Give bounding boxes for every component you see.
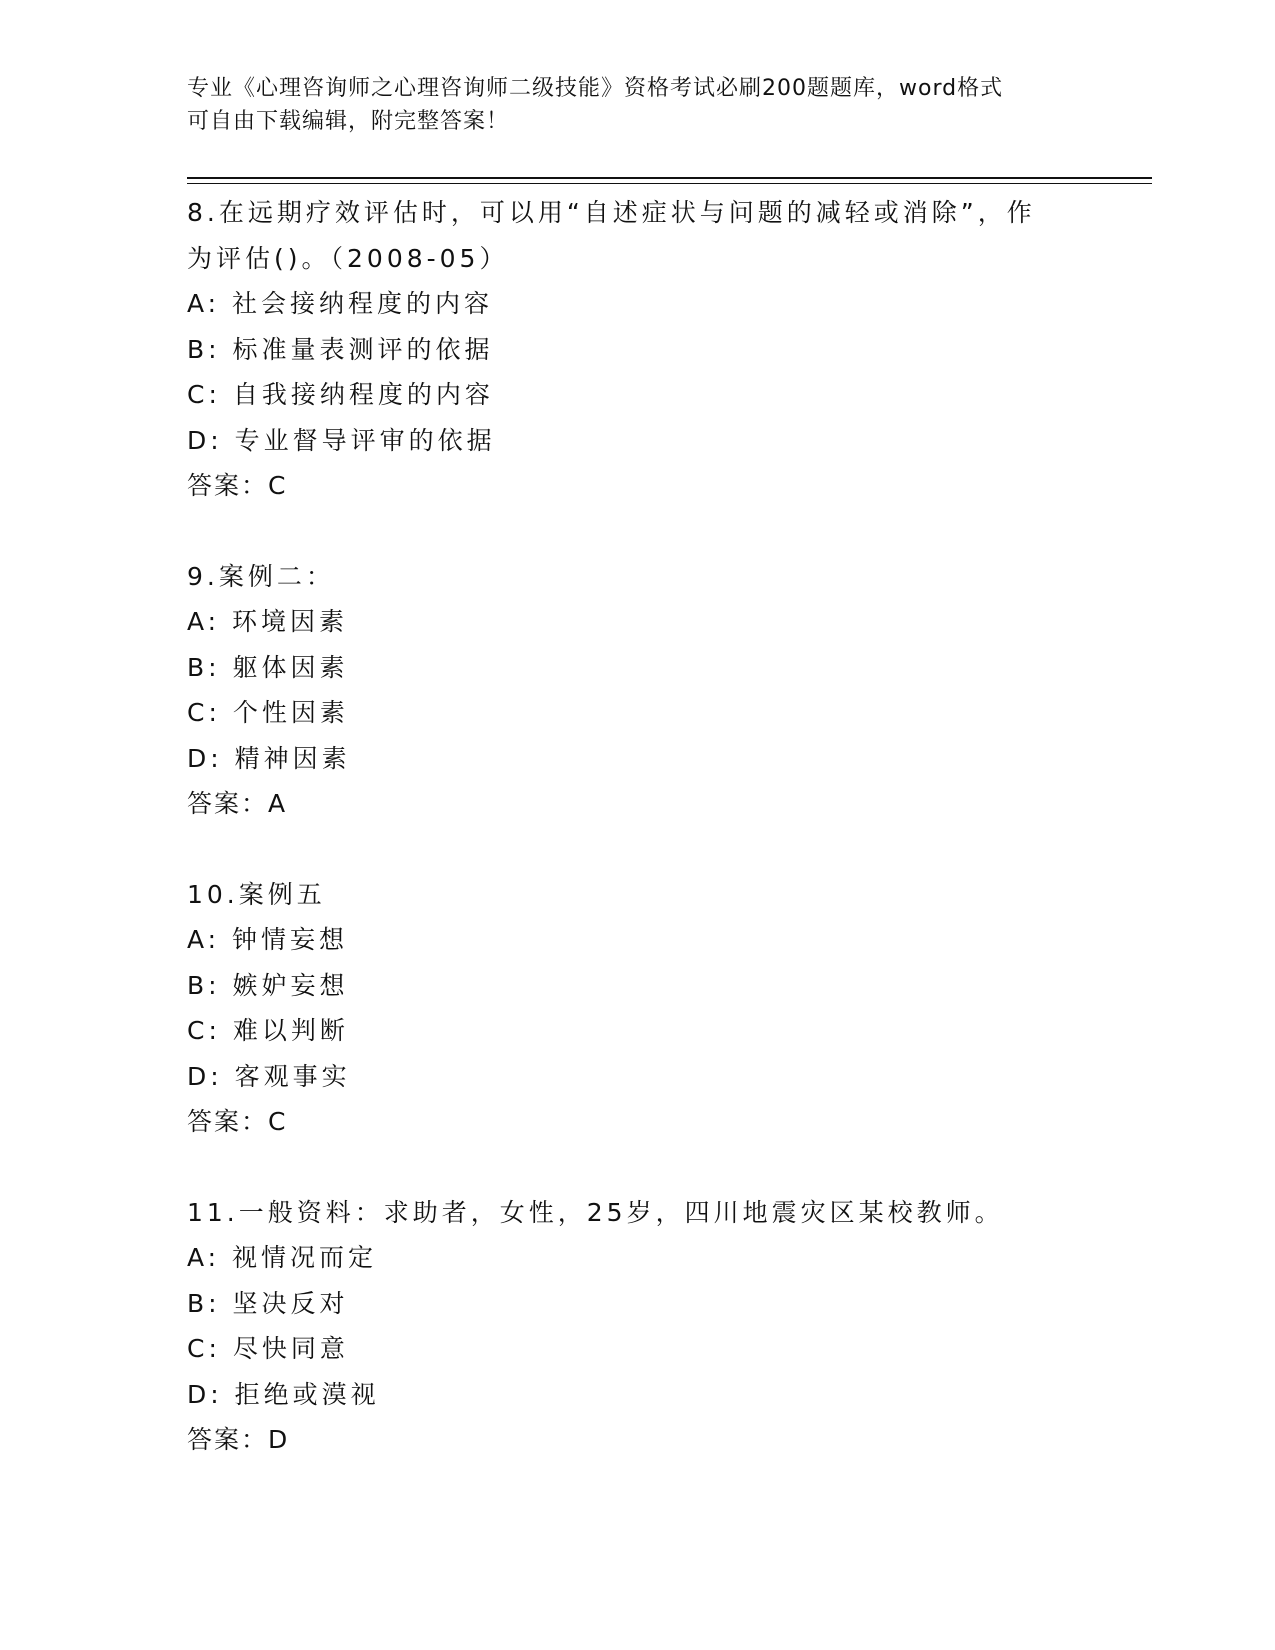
option-a: A: 钟情妄想 — [187, 925, 349, 954]
option-c: C: 尽快同意 — [187, 1334, 349, 1363]
answer-line: 答案：C — [187, 1107, 288, 1136]
header-line-2: 可自由下载编辑，附完整答案！ — [187, 109, 510, 134]
header-divider-thick — [187, 177, 1152, 179]
option-b: B: 坚决反对 — [187, 1288, 349, 1318]
question-text: 11.一般资料：求助者，女性，25岁，四川地震灾区某校教师。 — [187, 1197, 1004, 1227]
question-text: 10.案例五 — [187, 879, 326, 909]
header-divider-thin — [187, 183, 1152, 184]
document-header — [187, 72, 1067, 138]
question-list — [187, 190, 1087, 1508]
option-c: C: 难以判断 — [187, 1016, 349, 1045]
question-text: 9.案例二： — [187, 561, 335, 591]
option-b: B: 嫉妒妄想 — [187, 970, 349, 1000]
question-11 — [187, 1190, 1087, 1463]
option-d: D: 专业督导评审的依据 — [187, 425, 496, 455]
option-c: C: 自我接纳程度的内容 — [187, 380, 494, 409]
question-8 — [187, 190, 1087, 509]
option-c: C: 个性因素 — [187, 698, 349, 727]
option-b: B: 躯体因素 — [187, 652, 349, 682]
option-a: A: 社会接纳程度的内容 — [187, 289, 494, 318]
header-line-1: 专业《心理咨询师之心理咨询师二级技能》资格考试必刷200题题库，word格式 — [187, 76, 1004, 101]
question-text: 8.在远期疗效评估时，可以用“自述症状与问题的减轻或消除”，作为评估()。（2008-05） — [187, 198, 1036, 273]
option-a: A: 视情况而定 — [187, 1243, 378, 1272]
option-d: D: 拒绝或漠视 — [187, 1379, 380, 1409]
option-b: B: 标准量表测评的依据 — [187, 334, 494, 364]
question-9 — [187, 554, 1087, 827]
answer-line: 答案：D — [187, 1425, 290, 1454]
option-a: A: 环境因素 — [187, 607, 349, 636]
option-d: D: 精神因素 — [187, 743, 351, 773]
answer-line: 答案：A — [187, 789, 288, 818]
answer-line: 答案：C — [187, 471, 288, 500]
question-10 — [187, 872, 1087, 1145]
option-d: D: 客观事实 — [187, 1061, 351, 1091]
